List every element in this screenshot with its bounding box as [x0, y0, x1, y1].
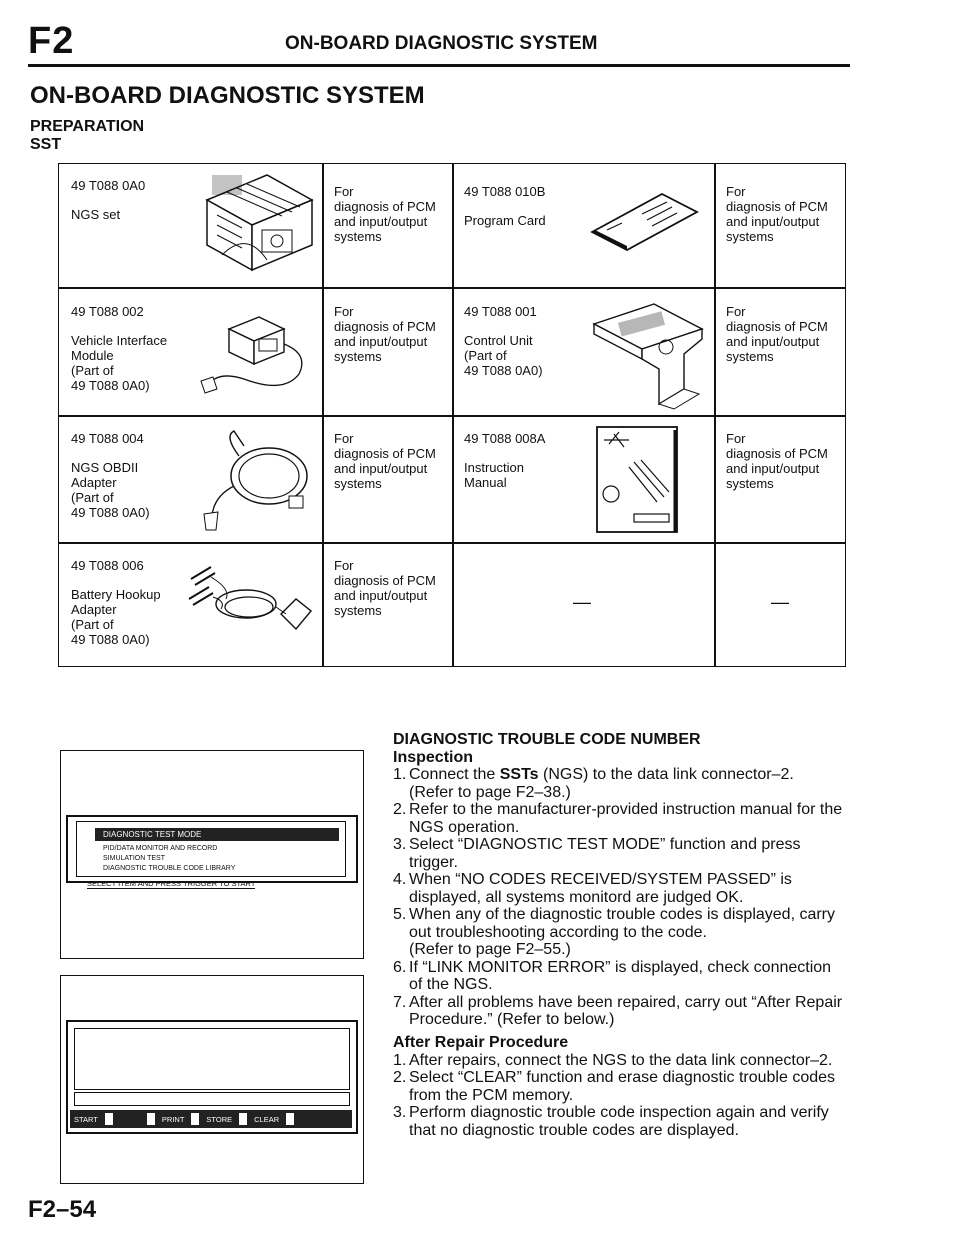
list-item: 1. Connect the SSTs (NGS) to the data link connector–2. (Refer to page F2–38.) [393, 766, 794, 801]
menu-item[interactable]: SIMULATION TEST [103, 855, 165, 862]
sst-name-battery-hookup: 49 T088 006 Battery Hookup Adapter (Part of 49 T088 0A0) [71, 558, 161, 647]
sst-purpose: For diagnosis of PCM and input/output systems [334, 431, 436, 491]
dtc-heading: DIAGNOSTIC TROUBLE CODE NUMBER [393, 731, 701, 748]
table-col-divider [322, 164, 324, 666]
page-title: ON-BOARD DIAGNOSTIC SYSTEM [30, 82, 425, 109]
manual-icon [589, 422, 684, 537]
menu-frame [66, 815, 358, 883]
obd-adapter-icon [194, 426, 314, 538]
table-col-divider [452, 164, 454, 666]
menu-instruction: SELECT ITEM AND PRESS TRIGGER TO START [87, 879, 256, 888]
sst-purpose: For diagnosis of PCM and input/output systems [334, 558, 436, 618]
inspection-heading: Inspection [393, 748, 474, 766]
start-button[interactable]: START [74, 1114, 98, 1124]
sst-name-manual: 49 T088 008A Instruction Manual [464, 431, 546, 490]
header-rule [28, 64, 850, 67]
sst-name-control-unit: 49 T088 001 Control Unit (Part of 49 T088 0A0) [464, 304, 543, 378]
sst-name-ngs-set: 49 T088 0A0 NGS set [71, 178, 146, 222]
program-card-icon [587, 192, 702, 252]
control-unit-icon [584, 299, 709, 411]
sst-purpose: For diagnosis of PCM and input/output systems [334, 304, 436, 364]
list-item: 3. Perform diagnostic trouble code inspection again and verify that no diagnostic trouble codes are displayed. [393, 1104, 829, 1139]
list-item: 2. Select “CLEAR” function and erase diagnostic trouble codes from the PCM memory. [393, 1069, 836, 1104]
screen-frame [66, 1020, 358, 1134]
chapter-code: F2 [28, 20, 75, 62]
after-repair-heading: After Repair Procedure [393, 1034, 569, 1051]
ngs-case-icon [187, 170, 317, 280]
table-col-divider [714, 164, 716, 666]
sst-purpose: For diagnosis of PCM and input/output systems [334, 184, 436, 244]
sst-purpose: For diagnosis of PCM and input/output systems [726, 431, 828, 491]
list-item: 2. Refer to the manufacturer-provided instruction manual for the NGS operation. [393, 801, 843, 836]
list-item: 1. After repairs, connect the NGS to the data link connector–2. [393, 1051, 833, 1069]
button-separator [191, 1113, 199, 1125]
button-separator [147, 1113, 155, 1125]
dtc-section [393, 731, 848, 1029]
page-number: F2–54 [28, 1196, 97, 1223]
section-heading: PREPARATION [30, 118, 145, 135]
after-repair-section [393, 1034, 848, 1139]
screen-display-area [74, 1028, 350, 1090]
list-item: 3. Select “DIAGNOSTIC TEST MODE” function and press trigger. [393, 836, 801, 871]
list-item: 6. If “LINK MONITOR ERROR” is displayed, check connection of the NGS. [393, 958, 832, 993]
print-button[interactable]: PRINT [161, 1114, 185, 1124]
menu-item[interactable]: PID/DATA MONITOR AND RECORD [103, 845, 218, 852]
function-button-bar [70, 1110, 352, 1128]
screen-status-strip [74, 1092, 350, 1106]
interface-module-icon [189, 309, 314, 394]
list-item: 4. When “NO CODES RECEIVED/SYSTEM PASSED” is displayed, all systems monitord are judged OK. [393, 871, 792, 906]
button-separator [286, 1113, 294, 1125]
sst-empty-dash: — [771, 592, 789, 612]
subsection-heading: SST [30, 136, 62, 153]
ngs-screen-menu [60, 750, 364, 959]
header-title: ON-BOARD DIAGNOSTIC SYSTEM [285, 33, 598, 54]
menu-item-diagnostic-test-mode[interactable]: DIAGNOSTIC TEST MODE [95, 828, 339, 841]
sst-name-program-card: 49 T088 010B Program Card [464, 184, 546, 228]
sst-name-interface-module: 49 T088 002 Vehicle Interface Module (Part of 49 T088 0A0) [71, 304, 168, 393]
button-separator [239, 1113, 247, 1125]
button-separator [105, 1113, 113, 1125]
battery-hookup-icon [181, 559, 316, 639]
clear-button[interactable]: CLEAR [254, 1114, 280, 1124]
menu-item[interactable]: DIAGNOSTIC TROUBLE CODE LIBRARY [103, 865, 236, 872]
sst-table [58, 163, 846, 667]
menu-list [76, 821, 346, 877]
sst-empty-dash: — [573, 592, 591, 612]
sst-purpose: For diagnosis of PCM and input/output systems [726, 184, 828, 244]
list-item: 5. When any of the diagnostic trouble codes is displayed, carry out troubleshooting according to the code. (Refer to page F2–55.) [393, 906, 836, 958]
list-item: 7. After all problems have been repaired, carry out “After Repair Procedure.” (Refer to below.) [393, 993, 843, 1028]
sst-purpose: For diagnosis of PCM and input/output systems [726, 304, 828, 364]
store-button[interactable]: STORE [206, 1114, 233, 1124]
ngs-screen-buttons [60, 975, 364, 1184]
sst-name-obd-adapter: 49 T088 004 NGS OBDII Adapter (Part of 49 T088 0A0) [71, 431, 150, 520]
